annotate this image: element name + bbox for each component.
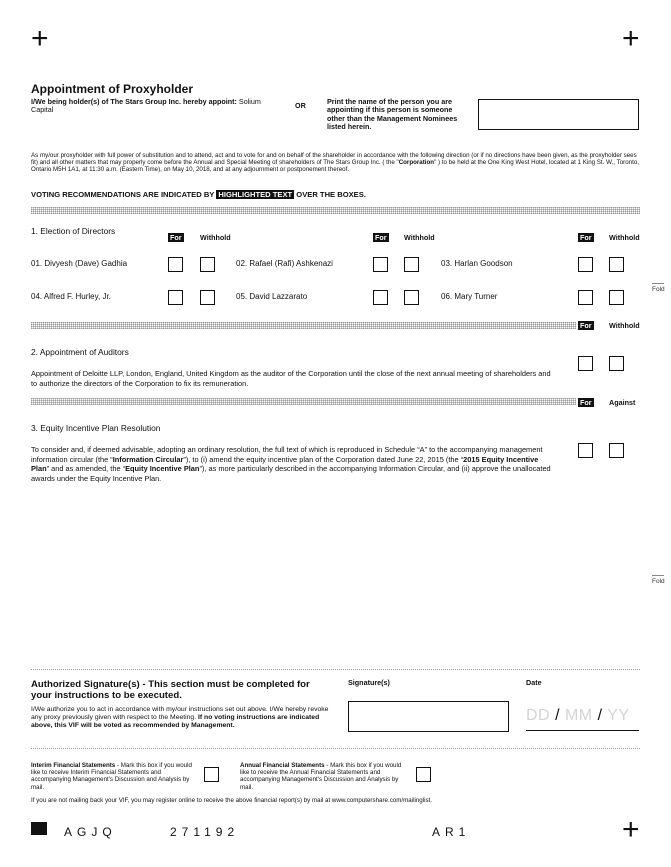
- col-for-header: For: [580, 398, 592, 407]
- director-name: 04. Alfred F. Hurley, Jr.: [31, 292, 111, 301]
- financial-divider: [31, 748, 640, 749]
- appoint-prefix: I/We being holder(s) of The Stars Group Inc. hereby appoint:: [31, 97, 239, 106]
- signature-input[interactable]: [348, 701, 509, 732]
- section1-title: 1. Election of Directors: [31, 226, 116, 236]
- interim-financial-text: Interim Financial Statements - Mark this box if you would like to receive Interim Financial Statements and accompanying Management's Discussion and Analysis by mail.: [31, 762, 192, 791]
- interim-financial-checkbox[interactable]: [204, 767, 219, 782]
- col-for-header: For: [375, 233, 387, 242]
- signature-label: Signature(s): [348, 678, 390, 687]
- footer-code-2: 271192: [170, 825, 240, 839]
- annual-financial-text: Annual Financial Statements - Mark this box if you would like to receive the Annual Financial Statements and accompanying Management's Discussion and Analysis by mail.: [240, 762, 402, 791]
- auditors-for-checkbox[interactable]: [578, 356, 593, 371]
- corner-block: [31, 822, 47, 835]
- fold-label: Fold: [652, 578, 665, 585]
- auditors-withhold-checkbox[interactable]: [609, 356, 624, 371]
- director-2-withhold-checkbox[interactable]: [404, 257, 419, 272]
- section2-text: Appointment of Deloitte LLP, London, England, United Kingdom as the auditor of the Corporation until the close of the next annual meeting of shareholders and to authorize the directors of the Corporation to fix its remuneration.: [31, 369, 551, 388]
- print-name-instruction: Print the name of the person you are appointing if this person is someone other than the Management Nominees listed herein.: [327, 97, 458, 132]
- appoint-statement: [31, 98, 276, 115]
- annual-financial-checkbox[interactable]: [416, 767, 431, 782]
- online-registration-note: If you are not mailing back your VIF, you may register online to receive the above financial report(s) by mail at www.computershare.com/mailinglist.: [31, 797, 432, 804]
- date-dd: DD: [526, 707, 551, 724]
- date-mm: MM: [564, 707, 593, 724]
- director-name: 05. David Lazzarato: [236, 292, 308, 301]
- date-input[interactable]: [526, 707, 630, 725]
- col-withhold-header: Withhold: [609, 321, 640, 330]
- fold-line: [652, 283, 664, 284]
- col-for-header: For: [580, 321, 592, 330]
- proxy-instructions: [31, 152, 640, 174]
- voting-rec-suffix: OVER THE BOXES.: [294, 190, 366, 199]
- director-5-for-checkbox[interactable]: [373, 290, 388, 305]
- signature-divider: [31, 669, 640, 670]
- signature-heading: Authorized Signature(s) - This section must be completed for your instructions to be executed.: [31, 679, 310, 701]
- authorization-text: I/We authorize you to act in accordance with my/our instructions set out above. I/We hereby revoke any proxy previously given with respect to the Meeting. If no voting instructions are indicated above, this VIF will be voted as recommended by Management.: [31, 706, 329, 729]
- date-separator: /: [597, 707, 603, 724]
- section3-text: To consider and, if deemed advisable, adopting an ordinary resolution, the full text of which is reproduced in Schedule “A” to the accompanying management information circular (the “Information Circular”), to (i) amend the equity incentive plan of the Corporation dated June 22, 2015 (the “2015 Equity Incentive Plan” and as amended, the “Equity Incentive Plan”), as more particularly described in the accompanying Information Circular, and (ii) approve the unallocated awards under the Equity Incentive Plan.: [31, 445, 551, 483]
- registration-mark-icon: +: [622, 22, 640, 55]
- director-5-withhold-checkbox[interactable]: [404, 290, 419, 305]
- col-for-header: For: [170, 233, 182, 242]
- director-6-for-checkbox[interactable]: [578, 290, 593, 305]
- director-name: 02. Rafael (Rafi) Ashkenazi: [236, 259, 333, 268]
- voting-rec-prefix: VOTING RECOMMENDATIONS ARE INDICATED BY: [31, 190, 217, 199]
- voting-recommendation: [31, 190, 366, 199]
- section-divider: [31, 207, 640, 214]
- col-withhold-header: Withhold: [609, 233, 640, 242]
- equity-plan-against-checkbox[interactable]: [609, 443, 624, 458]
- director-2-for-checkbox[interactable]: [373, 257, 388, 272]
- director-1-withhold-checkbox[interactable]: [200, 257, 215, 272]
- col-withhold-header: Withhold: [200, 233, 231, 242]
- section-divider: [31, 398, 576, 405]
- or-label: OR: [295, 101, 306, 110]
- instructions-part2: " ) to be held at the One King West Hotel, located at 1 King St. W., Toronto, Ontario M5H 1A1, at 11:30 a.m. (Eastern Time), on May 10, 2018, and at any adjournment or postponement thereof.: [31, 159, 639, 174]
- col-for-header: For: [580, 233, 592, 242]
- date-label: Date: [526, 678, 542, 687]
- fold-label: Fold: [652, 286, 665, 293]
- voting-rec-highlight: HIGHLIGHTED TEXT: [218, 190, 293, 199]
- equity-plan-for-checkbox[interactable]: [578, 443, 593, 458]
- col-against-header: Against: [609, 398, 636, 407]
- director-1-for-checkbox[interactable]: [168, 257, 183, 272]
- registration-mark-icon: +: [622, 813, 640, 846]
- footer-code-1: AGJQ: [64, 825, 117, 839]
- section2-title: 2. Appointment of Auditors: [31, 347, 129, 357]
- registration-mark-icon: +: [31, 22, 49, 55]
- director-name: 06. Mary Turner: [441, 292, 498, 301]
- director-name: 03. Harlan Goodson: [441, 259, 513, 268]
- appoint-name: Solium Capital: [31, 97, 261, 115]
- director-name: 01. Divyesh (Dave) Gadhia: [31, 259, 128, 268]
- instructions-part1: As my/our proxyholder with full power of substitution and to attend, act and to vote for and on behalf of the shareholder in accordance with the following direction (or if no directions have been given, as the proxyholder sees fit) and all other matters that may properly come before the Annual and Special Meeting of shareholders of The Stars Group Inc. ( the ": [31, 152, 637, 167]
- page-title: Appointment of Proxyholder: [31, 82, 193, 96]
- col-withhold-header: Withhold: [404, 233, 435, 242]
- director-4-for-checkbox[interactable]: [168, 290, 183, 305]
- instructions-corporation: Corporation: [398, 159, 435, 167]
- director-4-withhold-checkbox[interactable]: [200, 290, 215, 305]
- section3-title: 3. Equity Incentive Plan Resolution: [31, 423, 161, 433]
- fold-line: [652, 575, 664, 576]
- proxy-name-input[interactable]: [478, 99, 639, 130]
- date-underline: [526, 730, 639, 731]
- date-separator: /: [555, 707, 561, 724]
- date-yy: YY: [607, 707, 630, 724]
- director-6-withhold-checkbox[interactable]: [609, 290, 624, 305]
- footer-code-3: AR1: [432, 825, 471, 839]
- director-3-for-checkbox[interactable]: [578, 257, 593, 272]
- director-3-withhold-checkbox[interactable]: [609, 257, 624, 272]
- section-divider: [31, 322, 576, 329]
